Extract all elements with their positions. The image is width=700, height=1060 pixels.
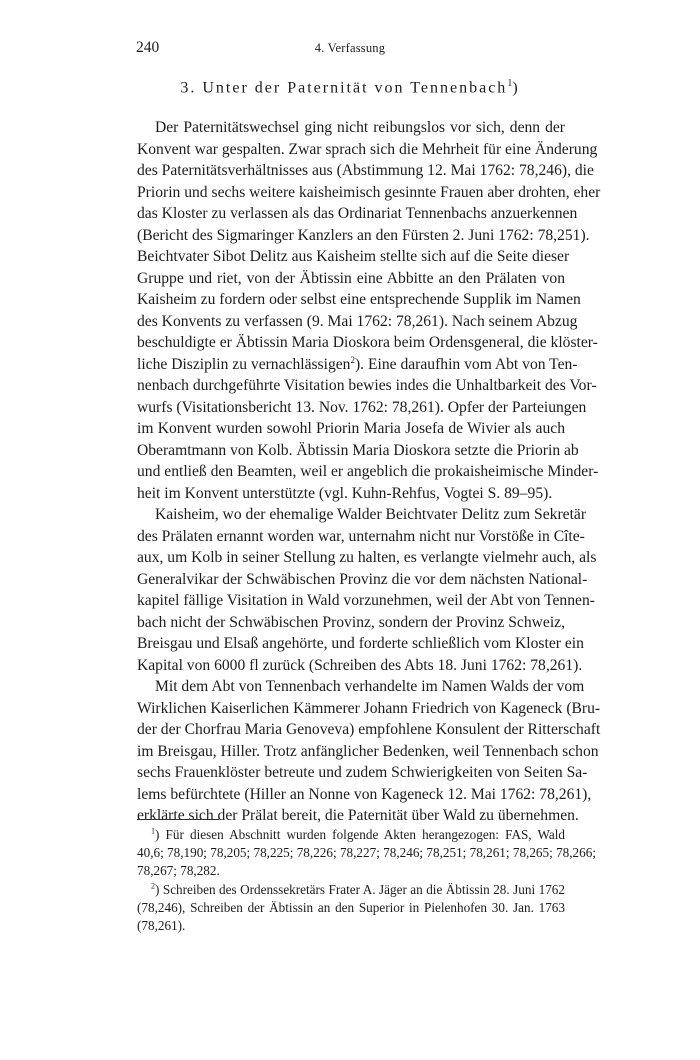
text-line: Gruppe und riet, von der Äbtissin eine Abbitte an den Prälaten von	[137, 269, 565, 287]
body-text	[137, 117, 601, 827]
footnote-line: 40,6; 78,190; 78,205; 78,225; 78,226; 78,227; 78,246; 78,251; 78,261; 78,265; 78,266;	[137, 845, 597, 861]
text-line: des Konvents zu verfassen (9. Mai 1762: 78,261). Nach seinem Abzug	[137, 312, 578, 330]
text-line: das Kloster zu verlassen als das Ordinariat Tennenbachs anzuerkennen	[137, 205, 578, 222]
text-line: bach nicht der Schwäbischen Provinz, sondern der Provinz Schweiz,	[137, 613, 565, 631]
text-line: Generalvikar der Schwäbischen Provinz die vor dem nächsten National-	[137, 570, 588, 588]
footnote-ref: 2	[350, 354, 355, 365]
text-line: kapitel fällige Visitation in Wald vorzunehmen, weil der Abt von Tennen-	[137, 592, 595, 609]
footnote-ref: 1	[507, 78, 513, 89]
text-line: beschuldigte er Äbtissin Maria Dioskora beim Ordensgeneral, die klöster-	[137, 334, 598, 351]
text-line: Kaisheim, wo der ehemalige Walder Beichtvater Delitz zum Sekretär	[155, 506, 587, 523]
text-line: liche Disziplin zu vernachlässigen$^2$). Eine daraufhin vom Abt von Ten-	[137, 354, 578, 373]
text-line: Breisgau und Elsaß angehörte, und forderte schließlich vom Kloster ein	[137, 635, 584, 652]
text-line: nenbach durchgeführte Visitation bewies indes die Unhaltbarkeit des Vor-	[137, 377, 597, 394]
running-head: 4. Verfassung	[314, 41, 386, 55]
text-line: Mit dem Abt von Tennenbach verhandelte im Namen Walds der vom	[155, 678, 585, 695]
text-line: Der Paternitätswechsel ging nicht reibungslos vor sich, denn der	[155, 119, 565, 136]
section-title-text: 3. Unter der Paternität von Tennenbach	[180, 79, 508, 97]
footnote-line: 78,267; 78,282.	[137, 863, 220, 879]
text-line: Beichtvater Sibot Delitz aus Kaisheim stellte sich auf die Seite dieser	[137, 248, 570, 265]
text-line: Priorin und sechs weitere kaisheimisch gesinnte Frauen aber drohten, eher	[137, 183, 601, 201]
text-line: Kapital von 6000 fl zurück (Schreiben des Abts 18. Juni 1762: 78,261).	[137, 656, 583, 674]
text-line: des Prälaten ernannt worden war, unternahm nicht nur Vorstöße in Cîte-	[137, 527, 585, 545]
footnote-marker: 1	[151, 826, 155, 836]
footnote-line: (78,246), Schreiben der Äbtissin an den Superior in Pielenhofen 30. Jan. 1763	[137, 899, 565, 915]
text-line: Oberamtmann von Kolb. Äbtissin Maria Dioskora setzte die Priorin ab	[137, 441, 579, 459]
section-title	[0, 78, 700, 97]
footnote-line: (78,261).	[137, 918, 186, 934]
text-line: (Bericht des Sigmaringer Kanzlers an den Fürsten 2. Juni 1762: 78,251).	[137, 226, 590, 244]
text-line: und entließ den Beamten, weil er angeblich die prokaisheimische Minder-	[137, 463, 599, 480]
section-title-paren: )	[512, 79, 520, 97]
text-line: lems befürchtete (Hiller an Nonne von Kageneck 12. Mai 1762: 78,261),	[137, 785, 592, 803]
text-line: Kaisheim zu fordern oder selbst eine entsprechende Supplik im Namen	[137, 291, 581, 308]
footnote-line: $^2$) Schreiben des Ordenssekretärs Frater A. Jäger an die Äbtissin 28. Juni 1762	[151, 881, 565, 897]
text-line: im Konvent wurden sowohl Priorin Maria Josefa de Wivier als auch	[137, 420, 565, 437]
text-line: der der Chorfrau Maria Genoveva) empfohlene Konsulent der Ritterschaft	[137, 721, 601, 738]
footnotes	[137, 826, 597, 935]
text-line: Konvent war gespalten. Zwar sprach sich die Mehrheit für eine Änderung	[137, 140, 598, 158]
text-line: im Breisgau, Hiller. Trotz anfänglicher Bedenken, weil Tennenbach schon	[137, 742, 599, 760]
text-line: Wirklichen Kaiserlichen Kämmerer Johann Friedrich von Kageneck (Bru-	[137, 699, 601, 717]
text-line: des Paternitätsverhältnisses aus (Abstimmung 12. Mai 1762: 78,246), die	[137, 162, 594, 179]
text-line: wurfs (Visitationsbericht 13. Nov. 1762: 78,261). Opfer der Parteiungen	[137, 398, 587, 416]
page-number: 240	[136, 39, 160, 56]
footnote-marker: 2	[151, 881, 155, 891]
text-line: erklärte sich der Prälat bereit, die Paternität über Wald zu übernehmen.	[137, 807, 579, 824]
text-line: heit im Konvent unterstützte (vgl. Kuhn-Rehfus, Vogtei S. 89–95).	[137, 484, 553, 502]
footnote-rule	[137, 819, 219, 820]
text-line: sechs Frauenklöster betreute und zudem Schwierigkeiten von Seiten Sa-	[137, 764, 588, 781]
text-line: aux, um Kolb in seiner Stellung zu halten, es verlangte vielmehr auch, als	[137, 549, 597, 566]
footnote-line: $^1$) Für diesen Abschnitt wurden folgende Akten herangezogen: FAS, Wald	[151, 826, 565, 842]
